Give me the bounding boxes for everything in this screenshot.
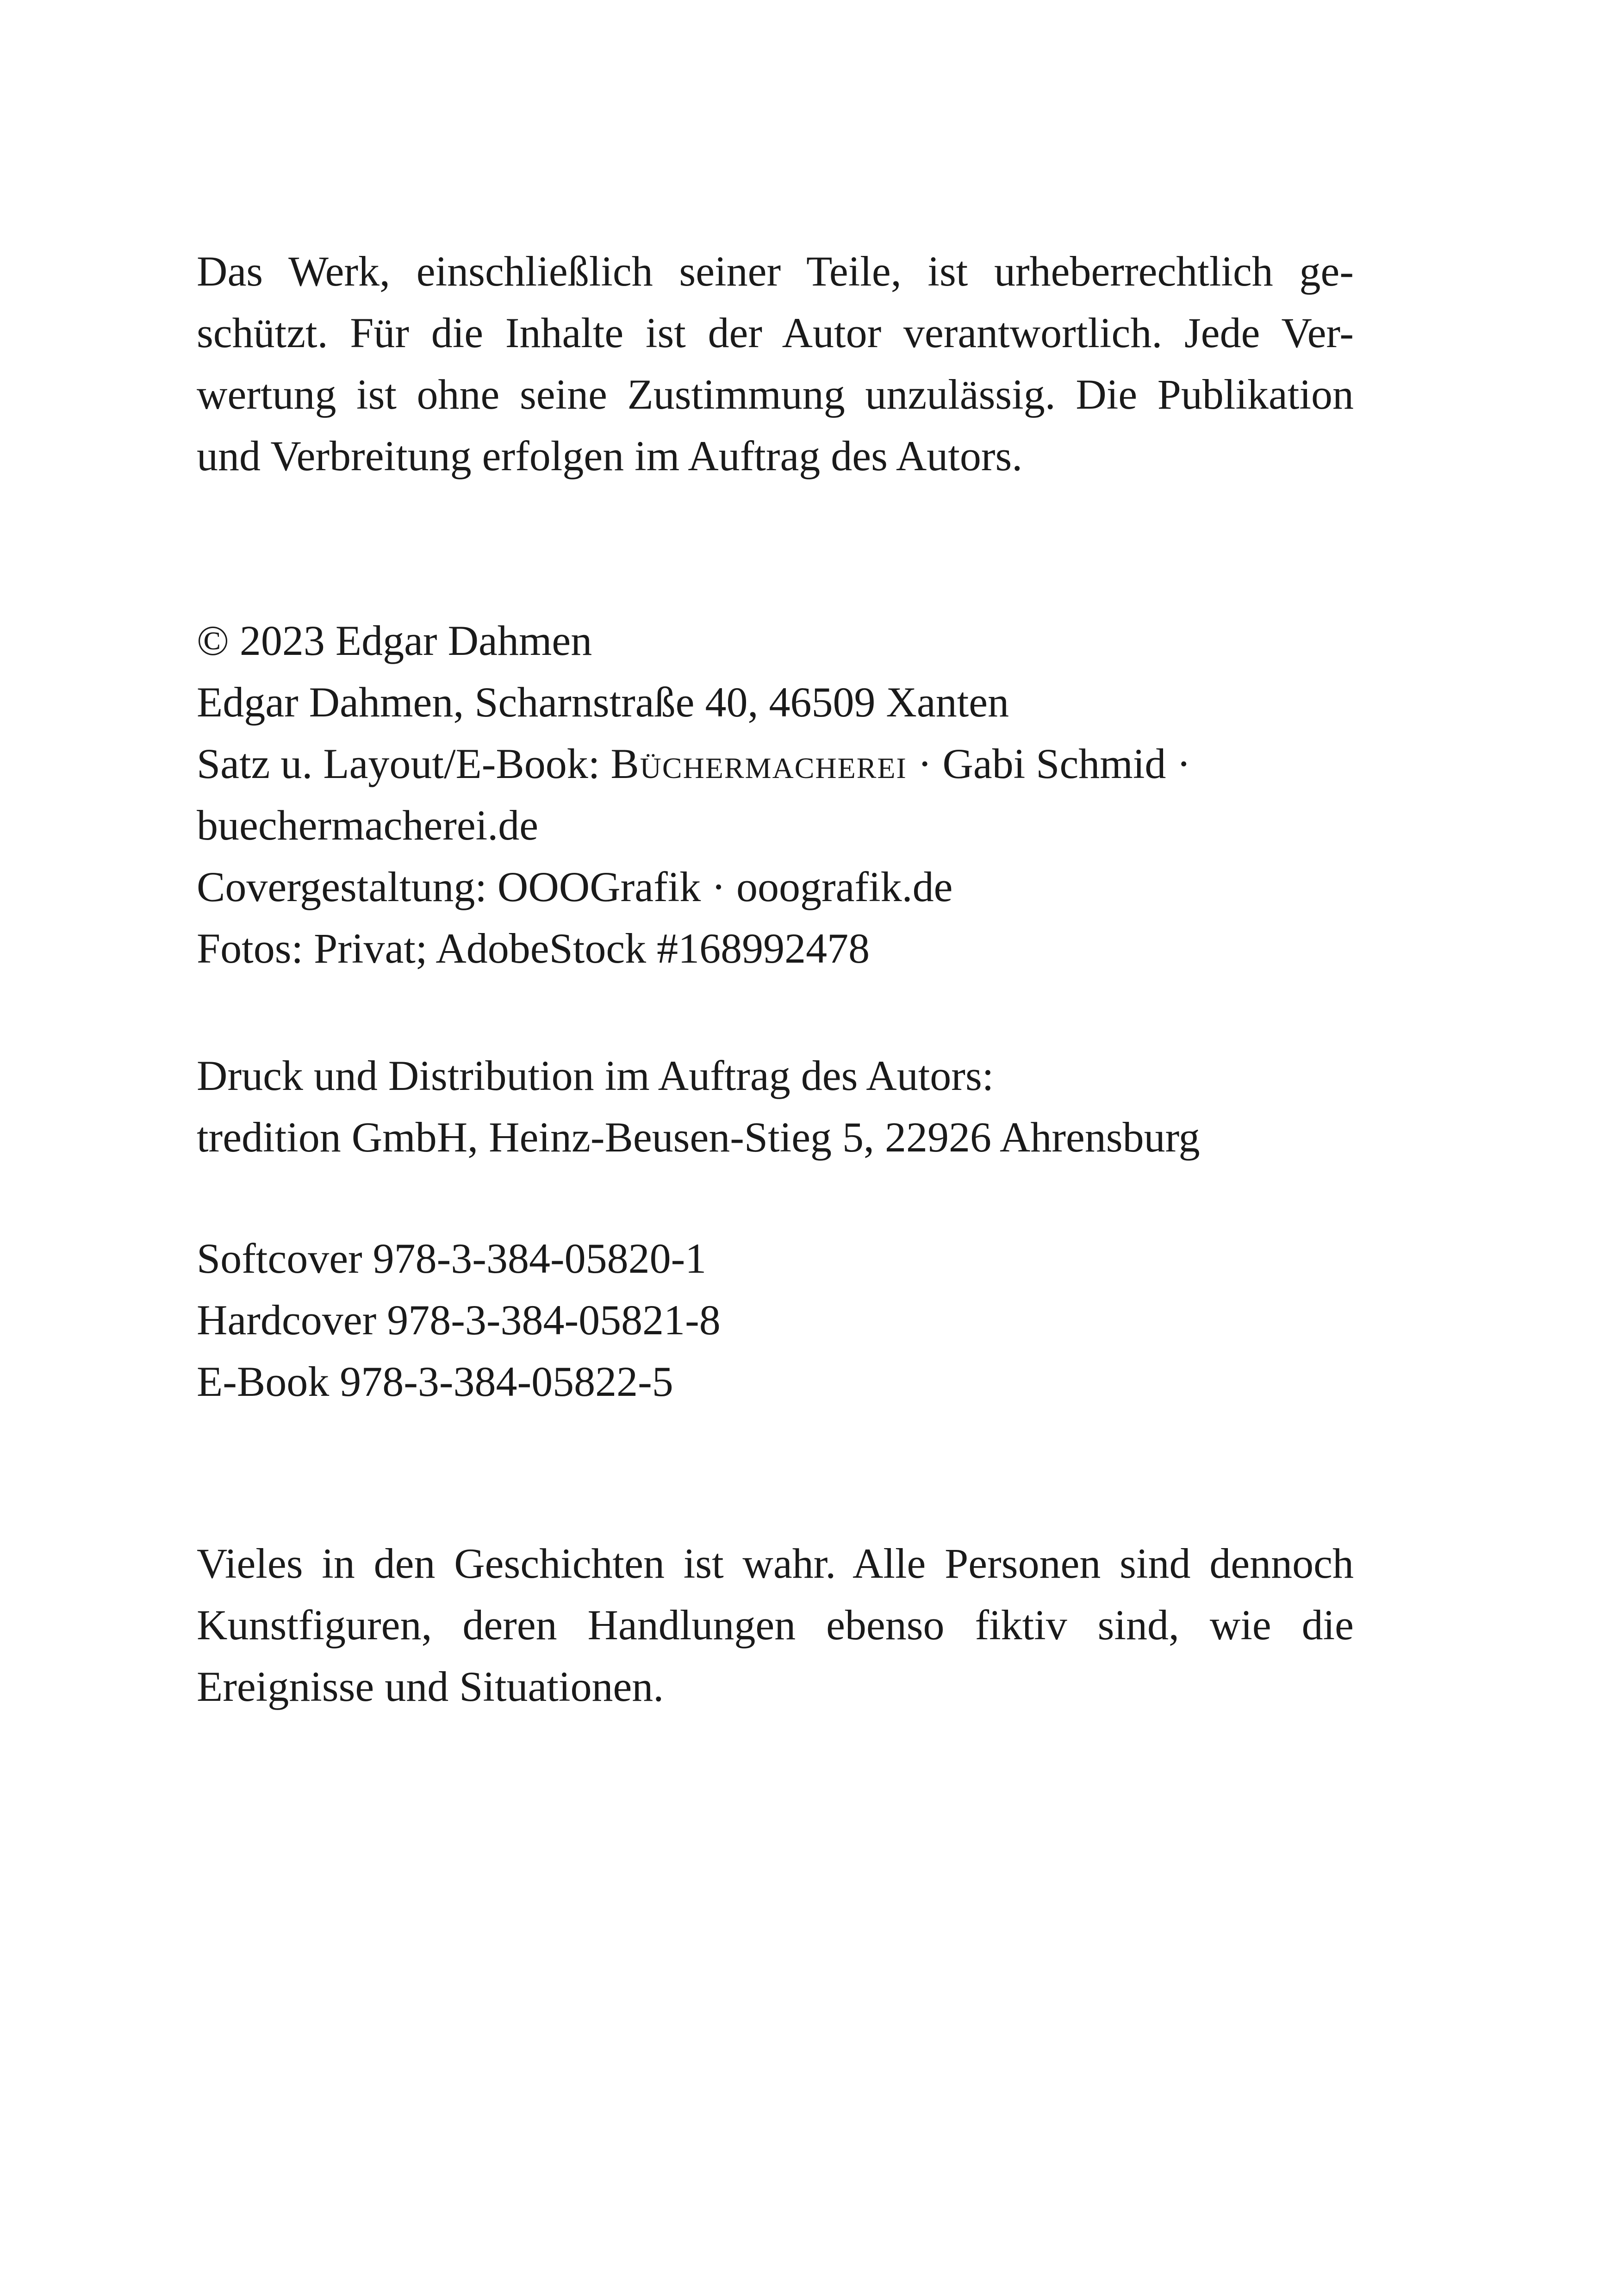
typesetting-prefix: Satz u. Layout/E-Book: xyxy=(197,740,611,787)
disclaimer-line: Vieles in den Geschichten ist wahr. Alle Personen sind dennoch xyxy=(197,1540,1354,1587)
fiction-disclaimer xyxy=(197,1533,1354,1717)
cover-design-line: Covergestaltung: OOOGrafik · ooografik.de xyxy=(197,863,953,910)
disclaimer-line: Ereignisse und Situationen. xyxy=(197,1663,664,1710)
publisher-address: tredition GmbH, Heinz-Beusen-Stieg 5, 22926 Ahrensburg xyxy=(197,1114,1200,1161)
typesetting-suffix: · Gabi Schmid · xyxy=(907,740,1191,787)
print-distribution xyxy=(197,1045,1354,1168)
disclaimer-line: Kunstfiguren, deren Handlungen ebenso fiktiv sind, wie die xyxy=(197,1601,1354,1649)
print-distribution-heading: Druck und Distribution im Auftrag des Autors: xyxy=(197,1052,994,1099)
typesetting-company: Büchermacherei xyxy=(610,740,907,787)
copyright-notice-line: wertung ist ohne seine Zustimmung unzulässig. Die Publikation xyxy=(197,371,1354,418)
photos-credit-line: Fotos: Privat; AdobeStock #168992478 xyxy=(197,925,870,972)
copyright-line: © 2023 Edgar Dahmen xyxy=(197,617,592,664)
address-line: Edgar Dahmen, Scharnstraße 40, 46509 Xanten xyxy=(197,678,1009,726)
copyright-notice-line: schützt. Für die Inhalte ist der Autor verantwortlich. Jede Ver- xyxy=(197,309,1354,356)
isbn-softcover: Softcover 978-3-384-05820-1 xyxy=(197,1235,707,1282)
isbn-ebook: E-Book 978-3-384-05822-5 xyxy=(197,1358,673,1405)
isbn-hardcover: Hardcover 978-3-384-05821-8 xyxy=(197,1296,721,1344)
copyright-notice-line: Das Werk, einschließlich seiner Teile, ist urheberrechtlich ge- xyxy=(197,248,1354,295)
typesetting-website: buechermacherei.de xyxy=(197,802,539,849)
typesetting-line xyxy=(197,733,1354,795)
copyright-notice xyxy=(197,241,1354,487)
copyright-notice-line: und Verbreitung erfolgen im Auftrag des Autors. xyxy=(197,432,1023,479)
isbn-list xyxy=(197,1228,1354,1412)
imprint xyxy=(197,610,1354,979)
